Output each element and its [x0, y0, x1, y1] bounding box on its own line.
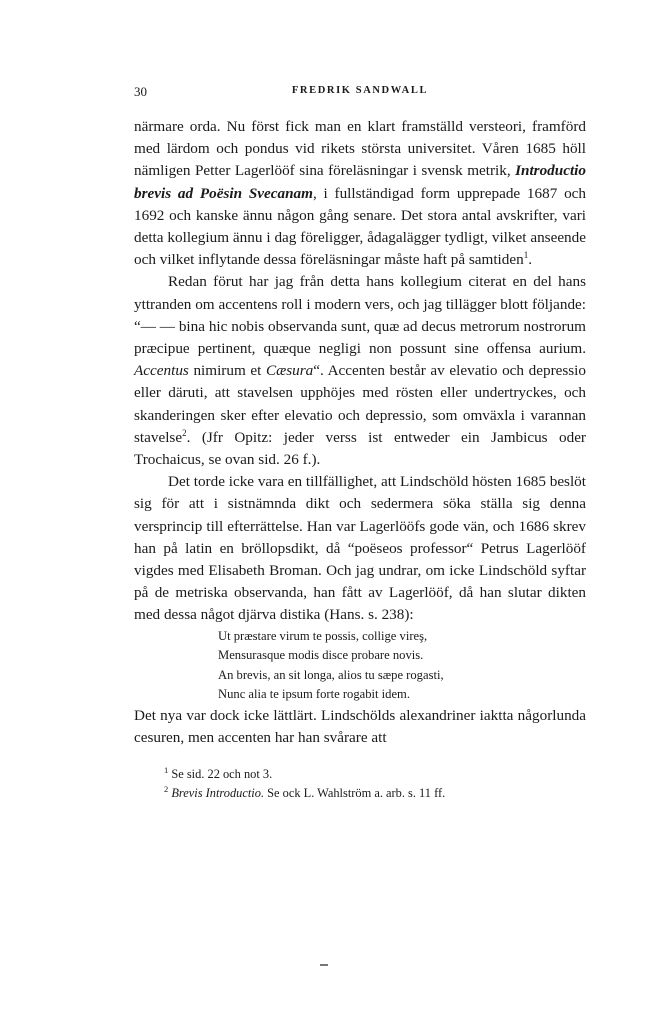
paragraph-1 [134, 116, 586, 271]
body-text [134, 116, 586, 802]
footnote-text: Se ock L. Wahlström a. arb. s. 11 ff. [264, 785, 446, 800]
footnote-1 [134, 765, 586, 784]
page-number: 30 [134, 84, 147, 99]
paragraph-4 [134, 705, 586, 749]
paragraph-2-text-d: . (Jfr Opitz: jeder verss ist entweder ein Jambicus oder Trochaicus, se ovan sid. 26 f.). [134, 428, 586, 469]
paragraph-2-text-b: nimirum et [188, 362, 266, 380]
footnote-mark: 1 [164, 764, 169, 775]
verse-line: Nunc alia te ipsum forte rogabit idem. [218, 687, 410, 702]
running-head: FREDRIK SANDWALL [291, 85, 429, 96]
paragraph-1-end: . [528, 251, 532, 269]
paragraph-3-text: Det torde icke vara en tillfällighet, att Lindschöld hösten 1685 beslöt sig för att i sistnämnda dikt och sedermera söka ställa sig denna versprincip till efterrättelse. Han var Lagerlööfs gode vän, och 1686 skrev han på latin en bröllopsdikt, då “poëseos professor“ Petrus Lagerlööf vigdes med Elisabeth Broman. Och jag undrar, om icke Lindschöld syftar på de metriska observanda, han fått av Lagerlööf, då han slutar dikten med dessa något djärva distika (Hans. s. 238): [134, 473, 586, 624]
verse-line: Mensurasque modis disce probare novis. [218, 648, 424, 663]
verse-line: Ut præstare virum te possis, collige vireş, [218, 628, 428, 643]
footnotes [134, 765, 586, 802]
page-header [134, 84, 586, 104]
verse-quote [218, 627, 586, 705]
footnote-ref-1[interactable]: 1 [523, 250, 529, 261]
paragraph-2 [134, 271, 586, 471]
term-caesura: Cæsura [265, 362, 314, 380]
term-accentus: Accentus [134, 362, 189, 380]
footnote-text: Se sid. 22 och not 3. [171, 767, 273, 782]
paragraph-4-text: Det nya var dock icke lättlärt. Lindschölds alexandriner iaktta någorlunda cesuren, men accenten har han svårare att [134, 706, 586, 746]
paragraph-2-text-c: “. Accenten består av elevatio och depressio eller däruti, att stavelsen upphöjes med rösten eller undertryckes, och skanderingen sker efter elevatio och depressio, som omväxla i varannan stavelse [134, 362, 586, 446]
paragraph-1-text: närmare orda. Nu först fick man en klart framställd versteori, framförd med lärdom och pondus vid rikets största universitet. Våren 1685 höll nämligen Petter Lagerlööf sina föreläsningar i svensk metrik, [134, 118, 586, 180]
verse-line: An brevis, an sit longa, alios tu sæpe rogasti, [218, 667, 444, 682]
paragraph-2-text-a: Redan förut har jag från detta hans kollegium citerat en del hans yttranden om accentens roll i modern vers, och jag tillägger blott följande: “— — bina hic nobis observanda sunt, quæ ad decus metrorum nostrorum præcipue pertinent, quæque negligi non possunt sine offensa aurium. [134, 273, 586, 358]
footnote-ref-2[interactable]: 2 [182, 427, 187, 438]
printer-mark [320, 964, 328, 966]
footnote-2 [134, 784, 586, 803]
footnote-mark: 2 [164, 783, 169, 794]
paragraph-3 [134, 471, 586, 626]
footnote-title: Brevis Introductio. [171, 785, 265, 800]
paragraph-1-text-after: , i fullständigad form upprepade 1687 och 1692 och kanske ännu någon gång senare. Det stora antal avskrifter, vari detta kollegium ännu i dag föreligger, ådagalägger tydligt, vilket anseende och vilket inflytande dessa föreläsningar måste haft på samtiden [134, 184, 587, 269]
work-title: Introductio brevis ad Poësin Svecanam [134, 162, 586, 202]
